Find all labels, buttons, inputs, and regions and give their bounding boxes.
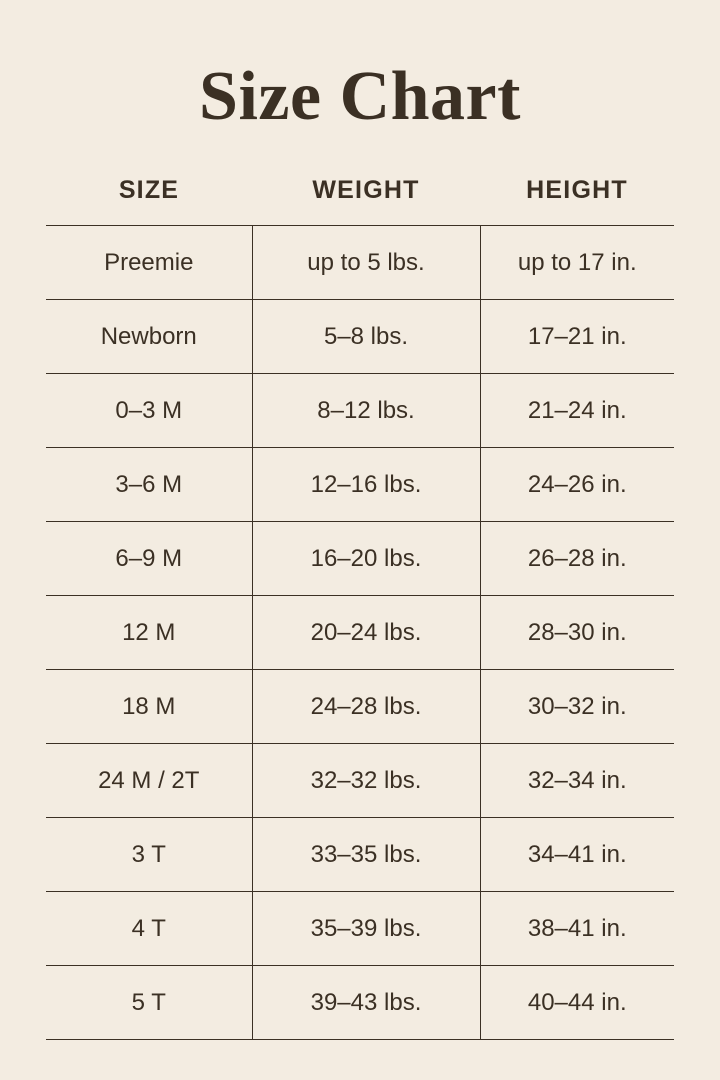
- table-row: [46, 374, 674, 448]
- cell-weight: 20–24 lbs.: [252, 596, 480, 670]
- cell-height: 28–30 in.: [480, 596, 674, 670]
- cell-weight: 39–43 lbs.: [252, 966, 480, 1040]
- cell-height: 32–34 in.: [480, 744, 674, 818]
- cell-size: 18 M: [46, 670, 252, 744]
- column-header-height: HEIGHT: [526, 176, 628, 204]
- cell-weight: 35–39 lbs.: [252, 892, 480, 966]
- cell-size: 0–3 M: [46, 374, 252, 448]
- table-row: [46, 744, 674, 818]
- table-row: [46, 596, 674, 670]
- cell-weight: 24–28 lbs.: [252, 670, 480, 744]
- column-header-size: SIZE: [118, 176, 180, 204]
- cell-size: Newborn: [46, 300, 252, 374]
- table-row: [46, 818, 674, 892]
- cell-size: 4 T: [46, 892, 252, 966]
- column-header-weight: WEIGHT: [312, 176, 420, 204]
- cell-weight: 32–32 lbs.: [252, 744, 480, 818]
- cell-weight: 33–35 lbs.: [252, 818, 480, 892]
- cell-height: 34–41 in.: [480, 818, 674, 892]
- table-row: [46, 300, 674, 374]
- cell-weight: up to 5 lbs.: [252, 226, 480, 300]
- cell-weight: 16–20 lbs.: [252, 522, 480, 596]
- cell-size: 24 M / 2T: [46, 744, 252, 818]
- cell-size: 5 T: [46, 966, 252, 1040]
- table-row: [46, 226, 674, 300]
- cell-height: 30–32 in.: [480, 670, 674, 744]
- cell-height: 38–41 in.: [480, 892, 674, 966]
- cell-height: 40–44 in.: [480, 966, 674, 1040]
- cell-height: 24–26 in.: [480, 448, 674, 522]
- table-header: [46, 176, 674, 226]
- cell-size: 6–9 M: [46, 522, 252, 596]
- cell-size: Preemie: [46, 226, 252, 300]
- cell-weight: 5–8 lbs.: [252, 300, 480, 374]
- cell-weight: 12–16 lbs.: [252, 448, 480, 522]
- cell-weight: 8–12 lbs.: [252, 374, 480, 448]
- table-row: [46, 966, 674, 1040]
- table-row: [46, 522, 674, 596]
- header-row: [46, 176, 674, 226]
- size-chart-table: [46, 176, 674, 1040]
- table-row: [46, 448, 674, 522]
- cell-size: 12 M: [46, 596, 252, 670]
- cell-size: 3–6 M: [46, 448, 252, 522]
- cell-height: 21–24 in.: [480, 374, 674, 448]
- cell-height: 26–28 in.: [480, 522, 674, 596]
- table-row: [46, 670, 674, 744]
- cell-size: 3 T: [46, 818, 252, 892]
- table-body: [46, 226, 674, 1040]
- cell-height: 17–21 in.: [480, 300, 674, 374]
- cell-height: up to 17 in.: [480, 226, 674, 300]
- page-title: Size Chart: [199, 58, 521, 135]
- table-row: [46, 892, 674, 966]
